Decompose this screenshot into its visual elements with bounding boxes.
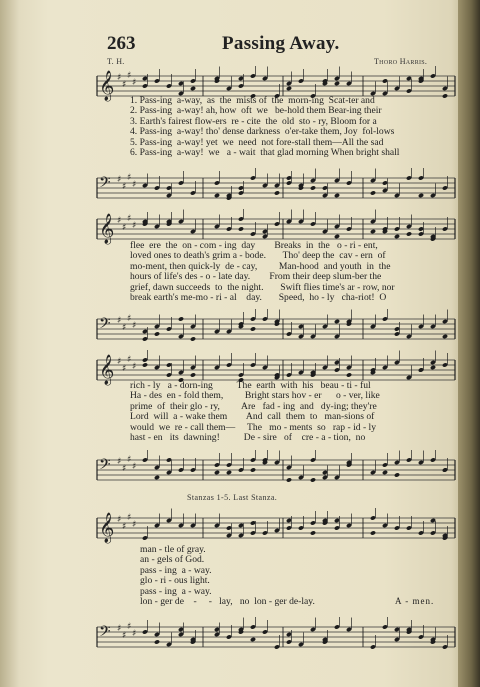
lyric-line: loved ones to death's grim a - bode. Tho' deep the cav - ern of — [130, 250, 386, 262]
treble-clef-icon: 𝄞 — [99, 355, 115, 385]
note-head — [274, 190, 280, 195]
lyric-line: mo-ment, then quick-ly de - cay, Man-hood and youth in the — [130, 260, 391, 272]
lyric-line: would we re - call them— The mo - ments so rap - id - ly — [130, 421, 377, 433]
note-head — [250, 326, 256, 331]
note-head — [442, 334, 448, 339]
note-head — [310, 477, 316, 482]
note-head — [142, 362, 148, 367]
sharp-icon: ♯ — [132, 520, 137, 530]
sharp-icon: ♯ — [127, 214, 132, 224]
stanza-caption: Stanzas 1-5. Last Stanza. — [187, 493, 278, 502]
lyric-line: man - tle of gray. — [140, 544, 206, 555]
sharp-icon: ♯ — [122, 631, 127, 641]
treble-clef-icon: 𝄞 — [99, 513, 115, 543]
note-head — [406, 231, 412, 236]
sharp-icon: ♯ — [122, 80, 127, 90]
treble-clef-icon: 𝄞 — [99, 214, 115, 244]
sharp-icon: ♯ — [117, 73, 122, 83]
sharp-icon: ♯ — [132, 221, 137, 231]
note-head — [190, 86, 196, 91]
lyric-line: grief, dawn succeeds to the night. Swift flies time's ar - row, nor — [130, 281, 395, 293]
sharp-icon: ♯ — [122, 364, 127, 374]
sharp-icon: ♯ — [132, 362, 137, 372]
lyric-line: Ha - des en - fold them, Bright stars hov - er o - ver, like — [130, 390, 380, 402]
note-head — [154, 639, 160, 644]
note-head — [286, 477, 292, 482]
bass-clef-icon: 𝄢 — [99, 456, 111, 477]
lyric-line: 4. Pass-ing a-way! tho' dense darkness o'er-take them, Joy fol-lows — [130, 126, 395, 138]
bass-clef-icon: 𝄢 — [99, 174, 111, 195]
lyric-line: 1. Pass-ing a-way, as the mists of the morn-ing Scat-ter and — [130, 95, 375, 106]
note-head — [310, 185, 316, 190]
note-head — [238, 226, 244, 231]
note-head — [310, 530, 316, 535]
note-head — [334, 81, 340, 86]
sharp-icon: ♯ — [127, 455, 132, 465]
bass-clef-icon: 𝄢 — [99, 623, 111, 644]
note-head — [250, 637, 256, 642]
lyric-line: 3. Earth's fairest flow-ers re - cite the old sto - ry, Bloom for a — [130, 115, 377, 127]
sharp-icon: ♯ — [117, 457, 122, 467]
sharp-icon: ♯ — [127, 355, 132, 365]
sharp-icon: ♯ — [117, 175, 122, 185]
sharp-icon: ♯ — [132, 629, 137, 639]
lyric-line: 2. Pass-ing a-way! ah, how oft we be-hold them Bear-ing their — [130, 105, 382, 117]
note-head — [154, 475, 160, 480]
sharp-icon: ♯ — [122, 323, 127, 333]
lyrics-system-1 — [130, 96, 399, 158]
note-head — [178, 316, 184, 321]
lyric-line: glo - ri - ous light. — [140, 575, 210, 587]
lyric-line: rich - ly a - dorn-ing The earth with his beau - ti - ful — [130, 380, 371, 391]
lyric-line: pass - ing a - way. — [140, 564, 212, 576]
note-head — [346, 372, 352, 377]
bass-staff-system-3 — [93, 450, 459, 490]
note-head — [334, 319, 340, 324]
treble-staff-system-4 — [93, 508, 459, 548]
note-head — [430, 365, 436, 370]
note-head — [286, 86, 292, 91]
book-spine-shadow — [458, 0, 480, 687]
amen-text: A - men. — [395, 596, 435, 606]
bass-staff-system-2 — [93, 309, 459, 349]
author-initials: T. H. — [107, 57, 125, 66]
note-head — [226, 470, 232, 475]
sharp-icon: ♯ — [127, 622, 132, 632]
sharp-icon: ♯ — [132, 462, 137, 472]
sharp-icon: ♯ — [132, 180, 137, 190]
note-head — [334, 193, 340, 198]
lyric-line: prime of their glo - ry, Are fad - ing and dy-ing; they're — [130, 400, 377, 412]
lyric-line: 5. Pass-ing a-way! yet we need not fore-stall them—All the sad — [130, 136, 384, 148]
note-head — [190, 336, 196, 341]
note-head — [154, 331, 160, 336]
sharp-icon: ♯ — [117, 515, 122, 525]
staff-lines — [93, 309, 459, 349]
note-head — [382, 470, 388, 475]
note-head — [418, 193, 424, 198]
staff-lines — [93, 617, 459, 657]
lyric-line: hast - en its dawning! De - sire of cre - a - tion, no — [130, 432, 366, 444]
sharp-icon: ♯ — [117, 316, 122, 326]
lyrics-system-2 — [130, 241, 395, 303]
sharp-icon: ♯ — [122, 464, 127, 474]
bass-clef-icon: 𝄢 — [99, 315, 111, 336]
note-head — [370, 190, 376, 195]
note-head — [394, 472, 400, 477]
lyric-line: an - gels of God. — [140, 554, 205, 566]
sharp-icon: ♯ — [117, 624, 122, 634]
note-head — [334, 234, 340, 239]
staff-lines — [93, 508, 459, 548]
lyric-line: break earth's me-mo - ri - al day. Speed, ho - ly cha-riot! O — [130, 292, 387, 304]
note-head — [370, 530, 376, 535]
composer-credit: Thoro Harris. — [374, 57, 428, 66]
treble-clef-icon: 𝄞 — [99, 71, 115, 101]
note-head — [370, 229, 376, 234]
note-head — [250, 467, 256, 472]
lyric-line: flee ere the on - com - ing day Breaks in the o - ri - ent, — [130, 240, 378, 251]
hymn-number: 263 — [107, 33, 136, 54]
hymn-title: Passing Away. — [222, 33, 340, 54]
note-head — [214, 193, 220, 198]
note-head — [442, 93, 448, 98]
sharp-icon: ♯ — [132, 321, 137, 331]
staff-lines — [93, 450, 459, 490]
sharp-icon: ♯ — [117, 216, 122, 226]
lyrics-system-3 — [130, 381, 380, 443]
bass-staff-system-4 — [93, 617, 459, 657]
lyric-line: 6. Pass-ing a-way! we a - wait that glad morning When bright shall — [130, 147, 400, 159]
sharp-icon: ♯ — [117, 357, 122, 367]
lyric-line: hours of life's des - o - late day. From their deep slum-ber the — [130, 271, 382, 283]
lyrics-system-4 — [140, 545, 315, 607]
sharp-icon: ♯ — [122, 182, 127, 192]
lyric-line: pass - ing a - way. — [140, 585, 212, 597]
sharp-icon: ♯ — [127, 314, 132, 324]
lyric-line: Lord will a - wake them And call them to man-sions of — [130, 411, 375, 423]
note-head — [394, 234, 400, 239]
note-head — [190, 372, 196, 377]
sharp-icon: ♯ — [122, 522, 127, 532]
bass-staff-system-1 — [93, 168, 459, 208]
lyric-line: lon - ger de - - lay, no lon - ger de-lay. — [140, 596, 315, 608]
sharp-icon: ♯ — [122, 223, 127, 233]
sharp-icon: ♯ — [127, 71, 132, 81]
sharp-icon: ♯ — [132, 78, 137, 88]
note-head — [214, 470, 220, 475]
sharp-icon: ♯ — [127, 173, 132, 183]
sharp-icon: ♯ — [127, 513, 132, 523]
staff-lines — [93, 168, 459, 208]
